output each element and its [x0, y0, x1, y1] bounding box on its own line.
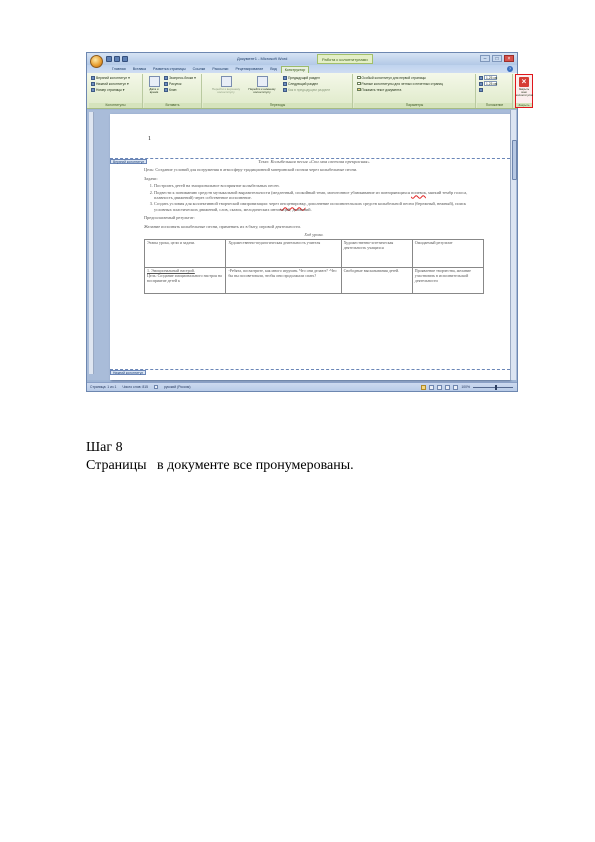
clip-art-icon [164, 88, 168, 92]
spelling-error[interactable]: инсценировку [280, 201, 306, 207]
document-body [144, 159, 484, 294]
header-icon [91, 76, 95, 80]
header-position-field[interactable]: 1,25 см [479, 75, 497, 80]
page-number-icon [91, 88, 95, 92]
next-icon [283, 82, 287, 86]
tasks-heading: Задачи: [144, 175, 158, 181]
outline-icon[interactable] [445, 385, 450, 390]
clip-art-button[interactable]: Клип [164, 87, 176, 92]
table-row [145, 268, 484, 294]
lesson-table [144, 239, 484, 294]
close-icon: × [519, 77, 529, 87]
footer-boundary [110, 369, 510, 370]
ribbon-group-headers [89, 74, 143, 108]
step-title: Шаг 8 [86, 440, 123, 455]
table-header-cell: Художественно-эстетическая деятельность учащихся [341, 240, 412, 268]
tab-insert[interactable]: Вставка [132, 67, 147, 71]
language-status[interactable]: русский (Россия) [164, 385, 191, 389]
page-count-status[interactable]: Страница: 1 из 1 [90, 385, 117, 389]
footer-position-field[interactable]: 1,25 см [479, 81, 497, 86]
goto-header-button[interactable]: Перейти к верхнему колонтитулу [209, 76, 243, 95]
redo-icon[interactable] [122, 56, 128, 62]
checkbox-icon [357, 76, 361, 80]
quick-parts-icon [164, 76, 168, 80]
scrollbar-thumb[interactable] [512, 140, 517, 180]
table-cell: Проявление творчества, желание участвовать в исполнительской деятельности [412, 268, 483, 294]
goto-footer-icon [257, 76, 268, 87]
group-label-navigation: Переходы [203, 103, 352, 108]
table-header-cell: Художественно-педагогическая деятельность учителя [226, 240, 341, 268]
group-label-headers: Колонтитулы [89, 103, 142, 108]
step-text: Страницы в документе все пронумерованы. [86, 458, 354, 473]
tasks-list [154, 183, 484, 212]
ribbon-group-position [477, 74, 513, 108]
lesson-goal: Цель: Создание условий для погружения в атмосферу традиционной материнской поэзии через колыбельные песни. [144, 167, 358, 173]
header-tag: Верхний колонтитул [110, 159, 147, 164]
different-odd-even-checkbox[interactable]: Разные колонтитулы для четных и нечетных страниц [357, 81, 443, 86]
vertical-scrollbar[interactable] [510, 110, 516, 380]
stage-title: 1. Эмоциональный настрой. [147, 268, 195, 274]
group-label-position: Положение [477, 103, 512, 108]
tab-view[interactable]: Вид [270, 67, 277, 71]
insert-alignment-tab-button[interactable] [479, 87, 483, 92]
window-controls [480, 55, 514, 62]
goto-footer-button[interactable]: Перейти к нижнему колонтитулу [245, 76, 279, 95]
tab-page-layout[interactable]: Разметка страницы [153, 67, 186, 71]
expected-text: Желание исполнять колыбельные песни, применять их в быту, игровой деятельности. [144, 223, 301, 229]
close-header-footer-button[interactable]: × Закрыть окно колонтитулов Закрыть [515, 74, 533, 108]
ribbon [87, 73, 517, 109]
save-icon[interactable] [106, 56, 112, 62]
list-item: 1. Построить детей на эмоциональное восприятие колыбельных песен. [154, 183, 484, 188]
page-number-dropdown[interactable]: Номер страницы ▾ [91, 87, 124, 92]
footer-tag: Нижний колонтитул [110, 370, 146, 375]
spellcheck-icon[interactable] [154, 385, 158, 389]
ribbon-tabs [87, 65, 517, 73]
calendar-icon [149, 76, 160, 87]
vertical-ruler [89, 112, 94, 374]
goto-header-icon [221, 76, 232, 87]
table-cell: Свободные высказывания детей. [341, 268, 412, 294]
window-title: Документ1 - Microsoft Word [237, 56, 288, 61]
tab-home[interactable]: Главная [112, 67, 126, 71]
alignment-tab-icon [479, 88, 483, 92]
group-label-options: Параметры [354, 103, 475, 108]
office-button[interactable] [90, 55, 103, 68]
next-section-button[interactable]: Следующий раздел [283, 81, 318, 86]
ribbon-group-navigation [203, 74, 353, 108]
maximize-button[interactable]: □ [492, 55, 502, 62]
previous-section-button[interactable]: Предыдущий раздел [283, 75, 320, 80]
tab-design[interactable]: Конструктор [281, 66, 310, 73]
table-caption: Ход урока. [304, 232, 324, 238]
footer-position-icon [479, 82, 483, 86]
picture-button[interactable]: Рисунок [164, 81, 181, 86]
tab-references[interactable]: Ссылки [192, 67, 206, 71]
link-to-previous-button[interactable]: Как в предыдущем разделе [283, 87, 330, 92]
list-item: 3. Создать условия для коллективной творческой импровизации: через инсценировку, дополнение исполнительских средств колыбельной песни (бережный, нежный), поиск условных пластических движений, слов, сказок, мелодических интонаций, движений. [154, 201, 484, 212]
tab-mailings[interactable]: Рассылки [212, 67, 229, 71]
group-label-insert: Вставить [144, 103, 201, 108]
spelling-error[interactable]: попевок [411, 189, 426, 195]
quick-access-toolbar [106, 56, 128, 62]
word-screenshot [86, 52, 534, 392]
print-layout-icon[interactable] [421, 385, 426, 390]
undo-icon[interactable] [114, 56, 120, 62]
zoom-level[interactable]: 100% [461, 385, 470, 389]
ribbon-group-options [354, 74, 476, 108]
stage-body: Цель: Создание эмоционального настроя на восприятие детей к [147, 273, 222, 283]
footer-icon [91, 82, 95, 86]
list-item: 2. Подвести к пониманию средств музыкальной выразительности (медленный, спокойный темп, монотонное убаюкивание из повторяющихся попевок, мягкий тембр голоса, плавность движений) через собственное исполнение. [154, 190, 484, 201]
zoom-slider-knob[interactable] [495, 385, 497, 390]
previous-icon [283, 76, 287, 80]
table-header-cell: Этапы урока, цели и задачи. [145, 240, 226, 268]
document-page[interactable] [110, 114, 510, 380]
document-area [87, 110, 517, 380]
table-header-row [145, 240, 484, 268]
picture-icon [164, 82, 168, 86]
checkbox-icon [357, 82, 361, 86]
context-tab-title: Работа с колонтитулами [317, 54, 373, 64]
tab-review[interactable]: Рецензирование [235, 67, 264, 71]
web-layout-icon[interactable] [437, 385, 442, 390]
draft-icon[interactable] [453, 385, 458, 390]
group-label-close: Закрыть [516, 103, 532, 107]
word-count-status[interactable]: Число слов: 815 [122, 385, 148, 389]
link-icon [283, 88, 287, 92]
minimize-button[interactable]: – [480, 55, 490, 62]
expected-heading: Предполагаемый результат: [144, 215, 195, 221]
quick-parts-button[interactable]: Экспресс-блоки ▾ [164, 75, 196, 80]
footer-dropdown[interactable]: Нижний колонтитул ▾ [91, 81, 129, 86]
different-first-page-checkbox[interactable]: Особый колонтитул для первой страницы [357, 75, 426, 80]
ribbon-group-insert [144, 74, 202, 108]
date-time-button[interactable]: Дата и время [146, 76, 162, 95]
help-icon[interactable]: ? [508, 66, 512, 71]
close-window-button[interactable]: × [504, 55, 514, 62]
checkbox-checked-icon [357, 88, 361, 92]
table-cell: -Ребята, посмотрите, как много игрушек. Что они делают? -Что бы вы посоветовали, чтобы они продолжали спать? [226, 268, 341, 294]
table-cell [145, 268, 226, 294]
table-header-cell: Ожидаемый результат [412, 240, 483, 268]
page-number: 1 [148, 136, 151, 142]
zoom-slider[interactable] [473, 387, 513, 388]
header-position-icon [479, 76, 483, 80]
lesson-topic: Тема: Колыбельная песня «Спи моя светлая прекрасная» [258, 159, 370, 164]
status-bar [87, 382, 517, 391]
header-dropdown[interactable]: Верхний колонтитул ▾ [91, 75, 130, 80]
full-screen-reading-icon[interactable] [429, 385, 434, 390]
title-bar [87, 53, 517, 65]
show-document-text-checkbox[interactable]: Показать текст документа [357, 87, 401, 92]
